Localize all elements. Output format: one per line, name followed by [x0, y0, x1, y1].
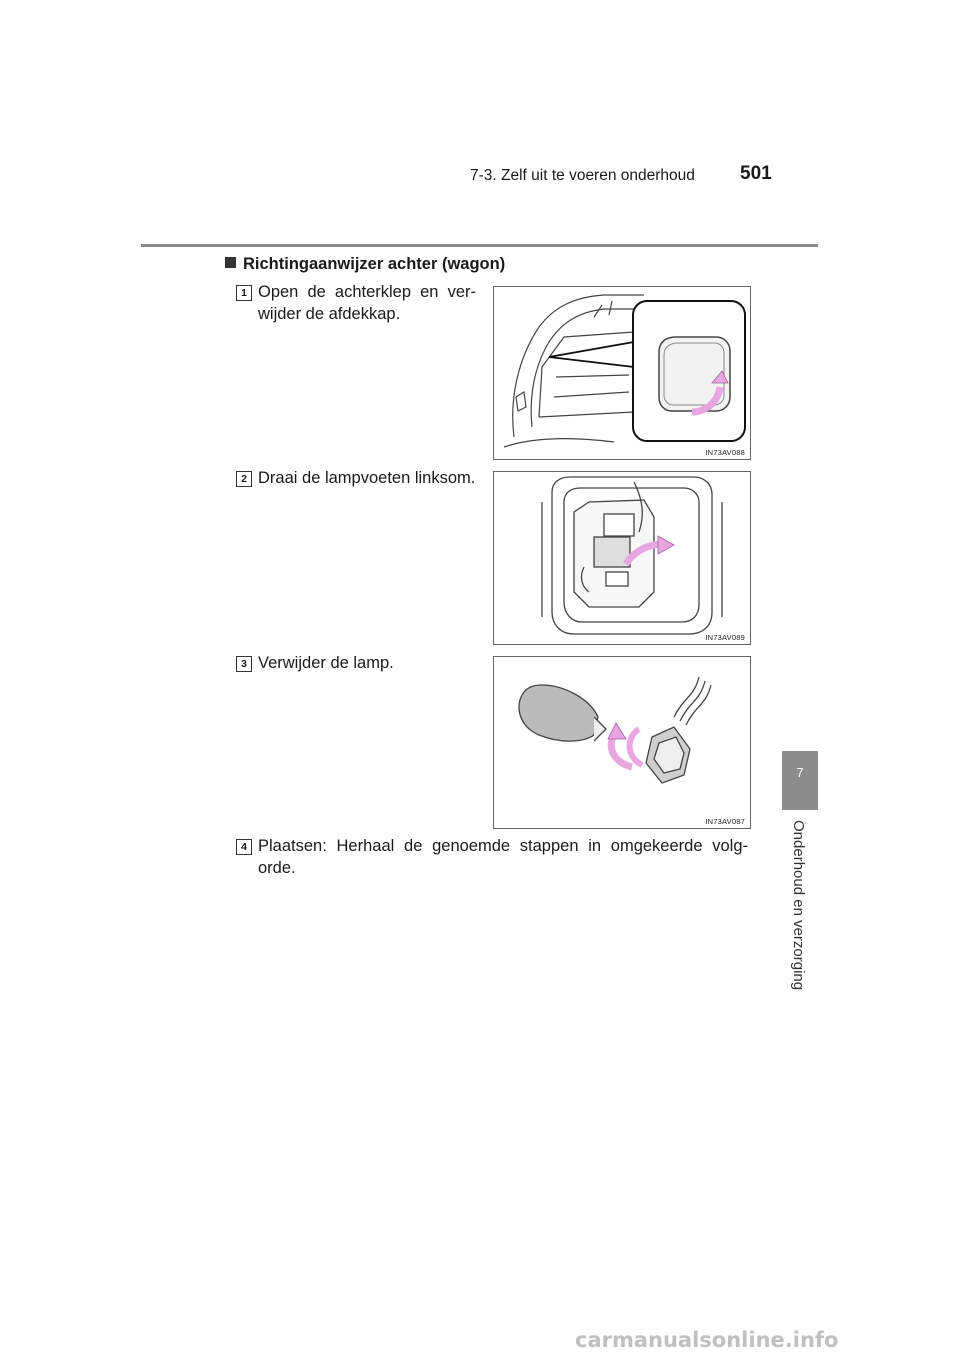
section-title [225, 255, 505, 274]
figure-code-3: IN73AV087 [705, 817, 745, 826]
figure-code-2: IN73AV089 [705, 633, 745, 642]
header-title: 7-3. Zelf uit te voeren onderhoud [470, 167, 695, 184]
figure-code-1: IN73AV088 [705, 448, 745, 457]
figure-tailgate-cover [493, 286, 751, 460]
chapter-number: 7 [796, 765, 804, 780]
figure-bulb-removal [493, 656, 751, 829]
step-number-1: 1 [236, 285, 252, 301]
step-text-4: Plaatsen: Herhaal de genoemde stappen in omgekeerde volg-orde. [258, 837, 748, 877]
header-rule [141, 244, 818, 247]
watermark: carmanualsonline.info [575, 1328, 839, 1352]
figure-bulb-socket-rotate [493, 471, 751, 645]
step-text-2: Draai de lampvoeten linksom. [258, 469, 476, 487]
step-number-4: 4 [236, 839, 252, 855]
step-text-3: Verwijder de lamp. [258, 654, 394, 672]
bulb-illustration [494, 657, 750, 828]
page-number: 501 [740, 163, 772, 184]
chapter-tab [782, 751, 818, 810]
step-number-2: 2 [236, 471, 252, 487]
step-number-3: 3 [236, 656, 252, 672]
section-title-text: Richtingaanwijzer achter (wagon) [243, 255, 506, 273]
step-text-1: Open de achterklep en ver-wijder de afdekkap. [258, 283, 476, 323]
chapter-label: Onderhoud en verzorging [790, 820, 807, 991]
socket-illustration [494, 472, 750, 644]
square-bullet-icon [225, 257, 236, 268]
tailgate-illustration [494, 287, 750, 459]
